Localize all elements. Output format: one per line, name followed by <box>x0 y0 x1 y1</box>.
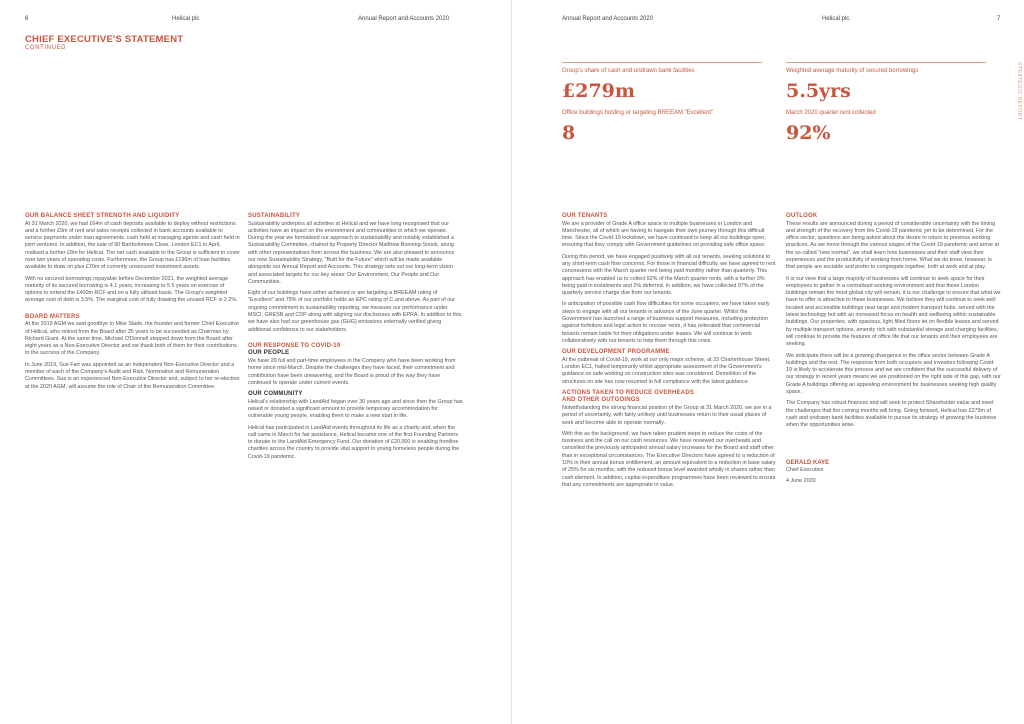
signature-date: 4 June 2020 <box>786 478 816 485</box>
page-number: 7 <box>997 16 1001 22</box>
paragraph: At the outbreak of Covid-19, work at our only major scheme, at 33 Charterhouse Street, London EC1, halted temporarily whilst appropriate assessment of the Government's guidance on safe working on construction sites was considered. Demolition of the structures on site has now resumed in full compliance with the latest guidance. <box>562 356 771 385</box>
kpi-rent-collected <box>786 110 876 144</box>
section-heading: OUR TENANTS <box>562 213 608 219</box>
right-page <box>512 0 1024 724</box>
text-column-2 <box>248 213 463 465</box>
text-column-3 <box>562 213 777 493</box>
kpi-breeam-buildings <box>562 110 713 144</box>
subsection-heading: OUR COMMUNITY <box>248 391 303 398</box>
kpi-rule <box>786 62 986 63</box>
section-side-tab: STRATEGIC REPORT <box>1016 62 1022 121</box>
section-heading: BOARD MATTERS <box>25 313 80 320</box>
kpi-cash-facilities <box>562 62 762 102</box>
section-heading: OUR RESPONSE TO COVID-19 <box>248 342 341 349</box>
paragraph: These results are announced during a period of considerable uncertainty with the timing and strength of the recovery from the Covid-19 pandemic yet to be determined. For the office sector, questions are being asked about the desire to return to previous working practices. As we move through the various stages of the Covid-19 pandemic and arrive at the so-called "new normal", we shall learn how businesses and their staff view their experiences and the productivity of working from home. What we do know, however, is that people are sociable and prefer to congregate together, both at work and at play. <box>786 220 1000 271</box>
signer-name: GERALD KAYE <box>786 459 830 466</box>
paragraph: Notwithstanding the strong financial position of the Group at 31 March 2020, we are in a period of uncertainty, with fairly unlikely until businesses return to their usual places of work and become able to operate normally. <box>562 404 772 426</box>
paragraph: With this as the background, we have taken prudent steps to reduce the costs of the business and the call on our cash resources. We have reviewed our overheads and cancelled the previously anticipated annual salary increases for the Board and staff other than in exceptional circumstances. The Executive Directors have agreed to a reduction of 10% in their annual bonus entitlement, an amount equivalent to a reduction in base salary of 25% for six months, with the reduced bonus level awarded wholly in shares rather than cash element. In addition, capital expenditure programmes have been reviewed to ensure that any commitments are appropriate in value. <box>562 430 776 488</box>
section-heading: AND OTHER OUTGOINGS <box>562 397 640 404</box>
running-header-company: Helical plc <box>822 16 850 22</box>
paragraph: We anticipate there will be a growing divergence in the office sector between Grade A buildings and the rest. The response from both occupiers and investors following Covid-19 is likely to accelerate this process and we are confident that the successful delivery of our strategy in recent years means we are positioned on the right side of this gap, with our Grade A buildings offering an appealing environment for businesses seeking high quality space. <box>786 352 1001 396</box>
paragraph: Sustainability underpins all activities at Helical and we have long recognised that our activities have an impact on the environment and communities in which we operate. During the year we formalised our approach to sustainability and notably established a Sustainability Committee, chaired by Property Director Matthew Bonning-Snook, along with other representatives from across the business. We are also pleased to announce our new Sustainability Strategy, "Built for the Future" which will be made available alongside our Annual Report and Accounts. This strategy sets out our long-term vision and associated targets for our key areas: Our Environment, Our People and Our Communities. <box>248 220 455 285</box>
running-header-report: Annual Report and Accounts 2020 <box>562 16 654 22</box>
kpi-label: March 2020 quarter rent collected <box>786 110 876 116</box>
kpi-label: Office buildings holding or targeting BREEAM "Excellent" <box>562 110 714 116</box>
section-heading: SUSTAINABILITY <box>248 213 301 219</box>
kpi-borrowing-maturity <box>786 62 986 102</box>
paragraph: Helical has participated in LandAid events throughout its life as a charity and, when the call came in March for fair assistance, Helical became one of the first Founding Partners to donate to the LandAid Emergency Fund. Our donation of £20,000 is enabling frontline charities across the country to provide vital support to young homeless people during the Covid-19 pandemic. <box>248 424 460 460</box>
paragraph: We have 29 full and part-time employees in the Company who have been working from home since mid-March. Despite the challenges they have faced, their commitment and contribution have been unwavering, and the Board is proud of the way they have continued to operate under current events. <box>248 357 456 386</box>
kpi-value: 5.5yrs <box>786 80 851 102</box>
paragraph: During this period, we have engaged positively with all our tenants, seeking solutions to any short-term cash flow concerns. For those in financial difficulty, we have agreed to rent concessions with the March quarter rent being paid monthly rather than quarterly. This approach has enabled us to collect 92% of the March quarter rents, with a further 3% being paid in instalments and 2% deferred. In addition, we have collected 97% of the quarterly service charge due from our tenants. <box>562 253 776 297</box>
kpi-value: 8 <box>562 122 576 144</box>
paragraph: The Company has robust finances and will seek to protect Shareholder value and meet the challenges that the coming months will bring. Going forward, Helical has £279m of cash and undrawn bank facilities available to pursue its strategy of growing the business when the opportunities arise. <box>786 400 997 429</box>
paragraph: It is our view that a large majority of businesses will continue to seek space for their employees to gather in a centralised working environment and that these London buildings remain the most global city will remain, it is our challenge to ensure that what we have to offer is attractive to these businesses. We believe they will continue to seek well located and accessible buildings near large and modern transport hubs, served with the latest technology but with an increased focus on health and wellbeing within sustainable buildings. Our properties, with spacious, light filled floors let on flexible leases and served by multiple transport options, amenity rich with substantial storage and charging facilities, will continue to provide the features of office life that our tenants and their employees are seeking. <box>786 275 1001 348</box>
kpi-rule <box>562 62 762 63</box>
section-heading: OUTLOOK <box>786 213 818 219</box>
signer-role: Chief Executive <box>786 466 824 473</box>
paragraph: In anticipation of possible cash flow difficulties for some occupiers, we have taken early steps to engage with all our tenants in advance of the June quarter. Whilst the Government has launched a range of business support measures, including protection against forfeiture and legal action to recover rents, it has reiterated that commercial tenants remain liable for their obligations under leases. We will continue to work collaboratively with our tenants to help them through this crisis. <box>562 301 770 344</box>
page-subtitle: CONTINUED <box>25 45 67 51</box>
paragraph: At 31 March 2020, we had £64m of cash deposits available to deploy without restrictions and a further £9m of rent and sales receipts collected in bank accounts available to service payments under loan agreements. cash held at managing agents and cash held in joint ventures. In addition, the sale of 90 Bartholomew Close, London EC1 in April, realised a further £8m for Helical. The net cash available to the Group is sufficient to cover over two years of operating costs. Furthermore, the Group has £196m of loan facilities available to draw on plus £70m of currently unsecured investment assets. <box>25 220 240 271</box>
kpi-label: Group's share of cash and undrawn bank facilities <box>562 68 695 74</box>
paragraph: We are a provider of Grade A office space to multiple businesses in London and Manchester, all of which are having to navigate their own journey through this difficult time. Since the Covid-19 lockdown, we have continued to keep all our buildings open, ensuring that they comply with Government guidelines on providing safe office space. <box>562 220 766 249</box>
kpi-value: £279m <box>562 80 635 102</box>
kpi-value: 92% <box>786 122 831 144</box>
running-header-company: Helical plc <box>172 16 200 22</box>
running-header-report: Annual Report and Accounts 2020 <box>358 16 450 22</box>
text-column-1 <box>25 213 240 395</box>
subsection-heading: OUR PEOPLE <box>248 350 290 357</box>
paragraph: Eight of our buildings have either achieved or are targeting a BREEAM rating of "Excellent" and 75% of our portfolio holds an EPC rating of C and above. As part of our ongoing commitment to sustainability reporting, we measure our performance under MSCI, GRESB and CDP along with aligning our disclosures with EPRA. In addition to this, we have also had our greenhouse gas (GHG) emissions externally verified giving additional confidence to our stakeholders. <box>248 290 463 333</box>
kpi-label: Weighted average maturity of secured borrowings <box>786 68 919 74</box>
section-heading: ACTIONS TAKEN TO REDUCE OVERHEADS <box>562 389 695 396</box>
text-column-4 <box>786 213 1001 489</box>
page-title: CHIEF EXECUTIVE'S STATEMENT <box>25 34 184 45</box>
paragraph: In June 2019, Sue Farr was appointed as an independent Non-Executive Director and a member of each of the Company's Audit and Risk, Nomination and Remuneration Committees. Sue is an experienced Non-Executive Director and, subject to her re-election at the 2020 AGM, will assume the role of Chair of the Remuneration Committee. <box>25 361 240 390</box>
section-heading: OUR DEVELOPMENT PROGRAMME <box>562 349 670 356</box>
page-number: 6 <box>25 16 29 22</box>
paragraph: At the 2019 AGM we said goodbye to Mike Slade, the founder and former Chief Executive of Helical, who retired from the Board after 35 years to be succeeded as Chairman by Richard Grant. At the same time, Michael O'Donnell stepped down from the Board after eight years as a Non-Executive Director and we thank both of them for their contributions to the success of the Company. <box>25 321 239 357</box>
section-heading: OUR BALANCE SHEET STRENGTH AND LIQUIDITY <box>25 213 180 219</box>
paragraph: Helical's relationship with LandAid began over 30 years ago and since then the Group has raised or donated a significant amount to provide temporary accommodation for vulnerable young people, enabling them to make a new start in life. <box>248 398 463 420</box>
paragraph: With no secured borrowings repayable before December 2021, the weighted average maturity of its secured borrowing is 4.1 years, increasing to 5.5 years on exercise of options to extend the £400m RCF and on a fully utilised basis. The Group's weighted average cost of debt is 3.5%. The marginal cost of fully drawing the unused RCF is 2.2%. <box>25 275 238 304</box>
